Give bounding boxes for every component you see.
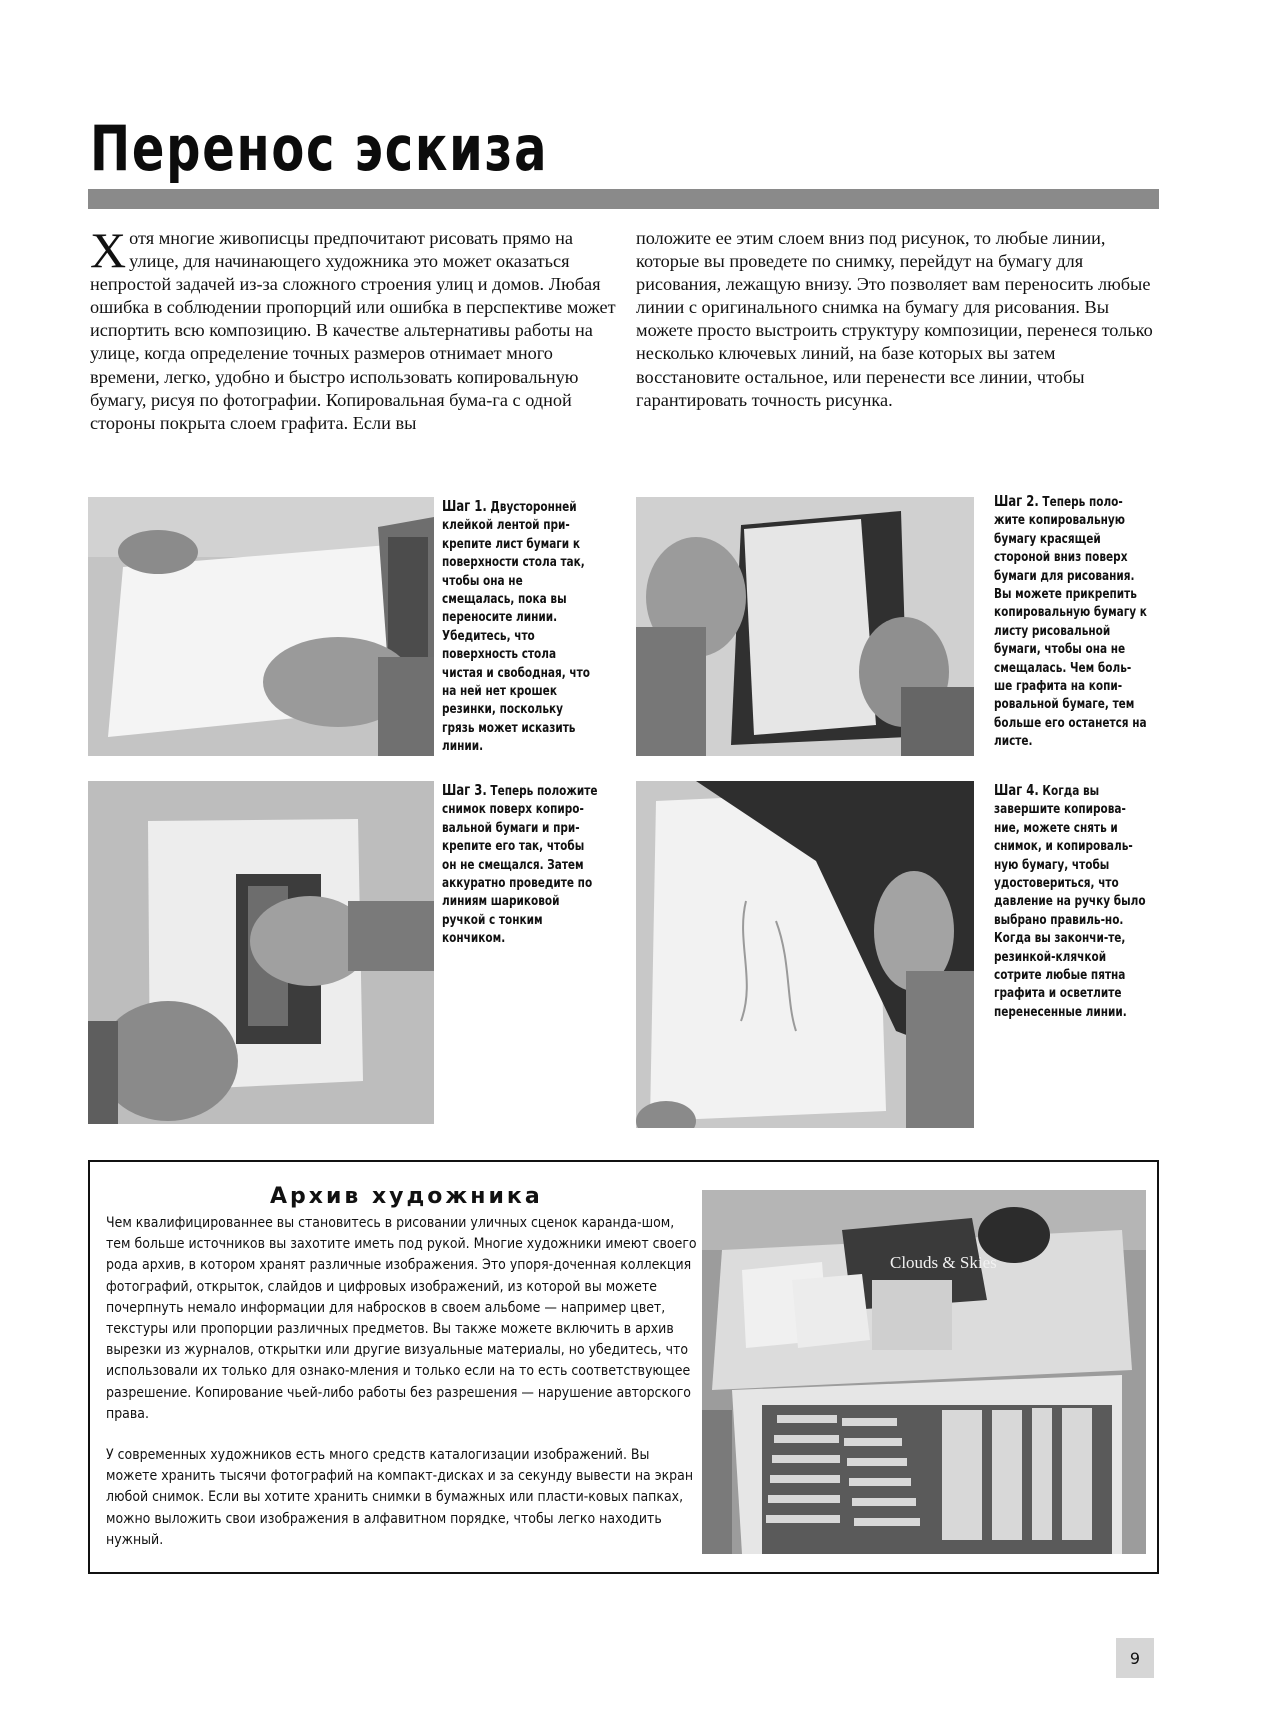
step-4-text: Когда вы завершите копирова-ние, можете снять и снимок, и копироваль-ную бумагу, чтобы удостовериться, что давление на ручку было выбрано правиль-но. Когда вы закончи-те, резинкой-клячкой сотрите любые пятна графита и осветлите перенесенные линии.: [994, 783, 1146, 1020]
intro-column-left: [90, 222, 618, 435]
archive-photo: [702, 1190, 1146, 1554]
step-3-text: Теперь положите снимок поверх копиро-вальной бумаги и при-крепите его так, чтобы он не смещался. Затем аккуратно проведите по линиям шариковой ручкой с тонким кончиком.: [442, 783, 598, 947]
step-3-caption: [442, 781, 599, 948]
step-2-text: Теперь поло-жите копировальную бумагу красящей стороной вниз поверх бумаги для рисования. Вы можете прикрепить копировальную бумагу к листу рисовальной бумаги, чтобы она не смещалась. Чем боль-ше графита на копи-ровальной бумаге, тем больше его останется на листе.: [994, 494, 1147, 750]
step-1-label: Шаг 1.: [442, 497, 487, 515]
step-1-caption: [442, 497, 595, 756]
step-2-photo: [636, 497, 974, 756]
step-4-caption: [994, 781, 1147, 1021]
step-4-label: Шаг 4.: [994, 781, 1039, 799]
step-1-photo: [88, 497, 434, 756]
step-4-photo: [636, 781, 974, 1128]
intro-column-right: положите ее этим слоем вниз под рисунок, то любые линии, которые вы проведете по снимку, перейдут на бумагу для рисования, лежащую внизу. Это позволяет вам переносить любые линии с оригинального снимка на бумагу для рисования. Вы можете просто выстроить структуру композиции, перенеся только несколько ключевых линий, на базе которых вы затем восстановите остальное, или перенести все линии, чтобы гарантировать точность рисунка.: [636, 228, 1153, 410]
step-1-text: Двусторонней клейкой лентой при-крепите лист бумаги к поверхности стола так, чтобы она не смещалась, пока вы переносите линии. Убедитесь, что поверхность стола чистая и свободная, что на ней нет крошек резинки, поскольку грязь может исказить линии.: [442, 499, 590, 755]
step-1-photo-image: [88, 497, 434, 756]
archive-sidebar: [88, 1160, 1159, 1574]
step-2-photo-image: [636, 497, 974, 756]
page-number: 9: [1116, 1638, 1154, 1678]
step-3-photo: [88, 781, 434, 1124]
title-rule: [88, 189, 1159, 209]
archive-paragraph-1: Чем квалифицированнее вы становитесь в рисовании уличных сценок каранда-шом, тем больше источников вы захотите иметь под рукой. Многие художники имеют своего рода архив, в котором хранят различные изображения. Это упоря-доченная коллекция фотографий, открыток, слайдов и цифровых изображений, из которой вы можете почерпнуть немало информации для набросков в своем альбоме — например цвет, текстуры или пропорции различных предметов. Вы также можете включить в архив вырезки из журналов, открытки или другие визуальные материалы, но убедитесь, что использовали их только для ознако-мления и только если на то есть соответствующее разрешение. Копирование чьей-либо работы без разрешения — нарушение авторского права.: [106, 1214, 697, 1422]
archive-photo-image: [702, 1190, 1146, 1554]
intro-left-text: отя многие живописцы предпочитают рисовать прямо на улице, для начинающего художника это может оказаться непростой задачей из-за сложного строения улиц и домов. Любая ошибка в соблюдении пропорций или ошибка в перспективе может испортить всю композицию. В качестве альтернативы работы на улице, когда определение точных размеров отнимает много времени, легко, удобно и быстро использовать копировальную бумагу, рисуя по фотографии. Копировальная бума-га с одной стороны покрыта слоем графита. Если вы: [90, 228, 616, 433]
step-3-label: Шаг 3.: [442, 781, 487, 799]
step-2-label: Шаг 2.: [994, 492, 1039, 510]
archive-paragraph-2: У современных художников есть много средств каталогизации изображений. Вы можете хранить тысячи фотографий на компакт-дисках и за секунду вывести на экран любой снимок. Если вы хотите хранить снимки в бумажных или пласти-ковых папках, можно выложить свои изображения в алфавитном порядке, чтобы легко находить нужный.: [106, 1446, 694, 1548]
step-4-photo-image: [636, 781, 974, 1128]
archive-title: Архив художника: [270, 1184, 543, 1209]
step-3-photo-image: [88, 781, 434, 1124]
archive-text: [106, 1212, 699, 1550]
archive-book-title: Clouds & Skies: [890, 1253, 997, 1272]
step-2-caption: [994, 492, 1149, 751]
page-title: Перенос эскиза: [90, 112, 549, 185]
drop-cap: Х: [90, 222, 127, 278]
